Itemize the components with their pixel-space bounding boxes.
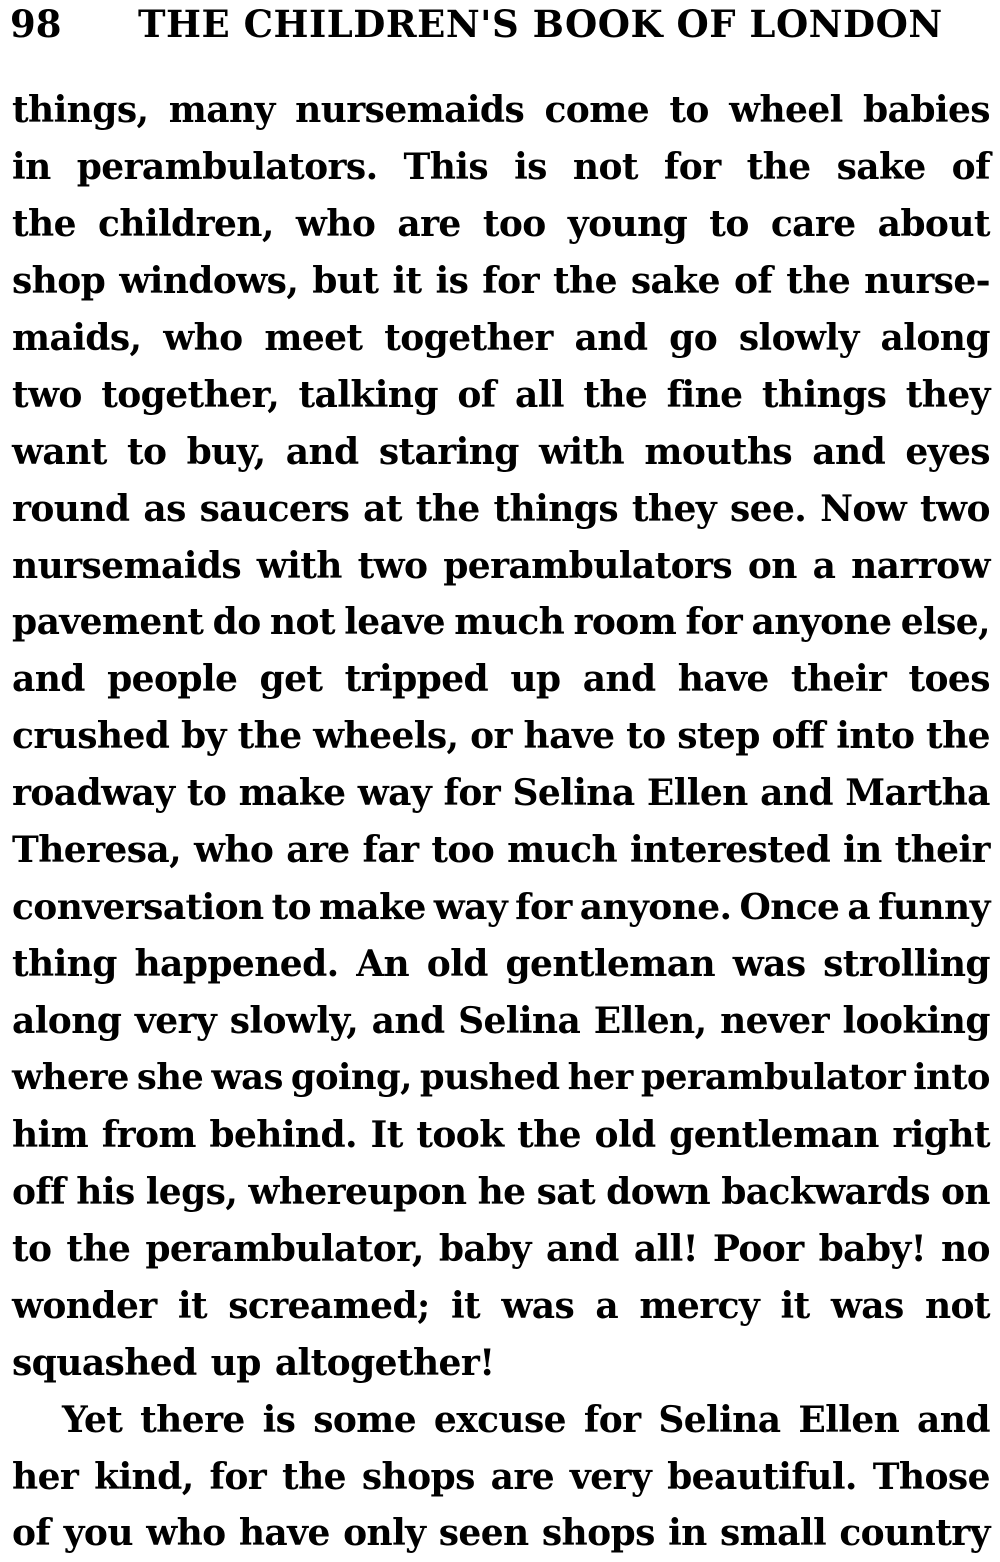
word: nurse- — [864, 259, 990, 302]
text-line — [12, 424, 990, 481]
word: conversation — [12, 886, 264, 929]
running-title: THE CHILDREN'S BOOK OF LONDON — [138, 2, 943, 46]
text-line — [12, 196, 990, 253]
word: all! — [633, 1227, 698, 1270]
word: at — [363, 487, 402, 530]
word: gentleman — [505, 943, 716, 986]
text-line — [12, 82, 990, 139]
word: and — [582, 658, 656, 701]
word: Selina — [458, 1000, 581, 1042]
word: to — [626, 715, 666, 758]
word: Martha — [845, 772, 990, 815]
text-line — [12, 481, 990, 538]
word: the — [746, 145, 811, 188]
word: nursemaids — [12, 544, 242, 587]
word: thing — [12, 943, 117, 986]
word: to — [669, 89, 709, 131]
word: into — [913, 1056, 990, 1098]
text-line — [12, 708, 990, 765]
word: their — [894, 829, 990, 872]
word: way — [357, 772, 432, 815]
word: come — [544, 89, 650, 131]
word: is — [514, 145, 547, 188]
word: who — [163, 316, 243, 359]
text-line — [12, 936, 990, 993]
text-line — [12, 367, 990, 424]
word: care — [770, 202, 856, 245]
word: and — [545, 1227, 619, 1270]
running-head — [10, 2, 990, 46]
word: many — [168, 89, 275, 131]
word: do — [212, 601, 261, 644]
word: roadway — [12, 772, 175, 815]
word: tripped — [344, 658, 489, 701]
word: as — [143, 487, 186, 530]
word: people — [107, 658, 238, 701]
text-line — [12, 1164, 990, 1221]
word: for — [583, 1398, 641, 1441]
word: for — [663, 145, 721, 188]
word: much — [507, 829, 618, 872]
word: talking — [298, 373, 438, 416]
word: Ellen, — [593, 1000, 707, 1042]
word: sat — [536, 1170, 596, 1213]
word: have — [523, 715, 615, 758]
word: fine — [666, 373, 743, 416]
word: the — [237, 715, 302, 758]
text-line — [12, 1278, 990, 1335]
word: step — [677, 715, 760, 758]
word: who — [295, 202, 376, 245]
word: want — [12, 430, 107, 473]
word: make — [318, 886, 426, 929]
word: with — [256, 544, 342, 587]
word: crushed — [12, 715, 170, 758]
word: go — [669, 316, 718, 359]
page-number: 98 — [10, 2, 62, 46]
word: there — [140, 1398, 245, 1441]
word: Selina — [658, 1398, 781, 1441]
word: squashed — [12, 1341, 197, 1384]
word: along — [12, 1000, 122, 1042]
word: get — [259, 658, 323, 701]
word: backwards — [721, 1170, 930, 1213]
word: Yet — [62, 1398, 123, 1441]
word: and — [760, 772, 833, 815]
word: her — [12, 1455, 79, 1498]
word: perambulator — [640, 1056, 906, 1098]
word: things — [493, 487, 619, 530]
text-line — [12, 651, 990, 708]
word: Ellen — [798, 1398, 900, 1441]
word: Ellen — [646, 772, 748, 815]
word: only — [343, 1512, 426, 1555]
word: for — [209, 1455, 267, 1498]
word: on — [747, 544, 797, 587]
word: perambulator, — [145, 1227, 424, 1270]
word: legs, — [145, 1170, 238, 1213]
word: on — [941, 1170, 990, 1213]
word: a — [812, 544, 836, 587]
word: of — [733, 259, 773, 302]
word: gentleman — [669, 1113, 879, 1156]
text-line — [12, 1392, 990, 1449]
word: behind. — [209, 1113, 357, 1156]
word: into — [836, 715, 915, 758]
word: eyes — [905, 430, 990, 473]
text-line — [12, 1505, 990, 1562]
word: the — [786, 259, 851, 302]
word: and — [285, 430, 359, 473]
word: two — [357, 544, 428, 587]
word: buy, — [186, 430, 266, 473]
word: It — [370, 1113, 403, 1156]
text-line — [12, 879, 990, 936]
word: much — [454, 601, 565, 644]
word: and — [12, 658, 85, 701]
word: wheels, — [313, 715, 459, 758]
word: babies — [863, 89, 990, 131]
word: in — [668, 1512, 707, 1555]
word: are — [397, 202, 461, 245]
word: altogether! — [274, 1341, 495, 1384]
word: looking — [842, 1000, 990, 1042]
word: was — [830, 1284, 904, 1327]
word: to — [271, 886, 311, 929]
text-line — [12, 310, 990, 367]
word: off — [12, 1170, 66, 1213]
word: very — [569, 1455, 652, 1498]
word: it — [177, 1284, 207, 1327]
word: no — [940, 1227, 990, 1270]
word: maids, — [12, 316, 142, 359]
word: wonder — [12, 1284, 157, 1327]
word: baby! — [818, 1227, 926, 1270]
word: the — [926, 715, 990, 758]
word: the — [583, 373, 648, 416]
word: along — [880, 316, 990, 359]
word: not — [572, 145, 638, 188]
word: to — [126, 430, 167, 473]
word: wheel — [729, 89, 843, 131]
word: staring — [378, 430, 519, 473]
text-line — [12, 1107, 990, 1164]
word: for — [443, 772, 501, 815]
word: was — [732, 943, 806, 986]
word: down — [606, 1170, 711, 1213]
word: meet — [264, 316, 363, 359]
word: the — [552, 259, 617, 302]
text-line — [12, 1449, 990, 1506]
word: took — [416, 1113, 504, 1156]
word: to — [186, 772, 227, 815]
word: way — [433, 886, 508, 929]
word: the — [282, 1455, 346, 1498]
word: baby — [438, 1227, 532, 1270]
word: who — [193, 829, 274, 872]
word: Theresa, — [12, 829, 182, 872]
word: old — [594, 1113, 656, 1156]
word: to — [709, 202, 749, 245]
word: going, — [290, 1056, 412, 1098]
word: shop — [12, 259, 106, 302]
word: too — [431, 829, 495, 872]
word: very — [134, 1000, 217, 1042]
word: Poor — [712, 1227, 804, 1270]
word: up — [210, 1341, 261, 1384]
word: excuse — [433, 1398, 566, 1441]
word: she — [136, 1056, 204, 1098]
word: beautiful. — [667, 1455, 857, 1498]
word: slowly — [738, 316, 859, 359]
word: too — [482, 202, 546, 245]
text-line — [12, 1221, 990, 1278]
body-text — [12, 82, 990, 1562]
word: country — [839, 1512, 990, 1555]
word: right — [892, 1113, 990, 1156]
text-line — [12, 765, 990, 822]
word: it — [450, 1284, 481, 1327]
word: the — [66, 1227, 131, 1270]
word: things, — [12, 89, 149, 131]
word: the — [517, 1113, 581, 1156]
word: are — [286, 829, 350, 872]
word: shops — [541, 1512, 655, 1555]
word: in — [12, 145, 51, 188]
word: An — [356, 943, 410, 986]
word: far — [362, 829, 419, 872]
word: and — [812, 430, 886, 473]
word: and — [574, 316, 648, 359]
word: funny — [878, 886, 990, 929]
word: make — [238, 772, 346, 815]
word: perambulators — [443, 544, 733, 587]
word: pushed — [419, 1056, 560, 1098]
text-line — [12, 594, 990, 651]
word: slowly, — [229, 1000, 359, 1042]
word: their — [790, 658, 887, 701]
word: where — [12, 1056, 129, 1098]
word: not — [269, 601, 335, 644]
word: up — [510, 658, 561, 701]
word: nursemaids — [295, 89, 525, 131]
word: whereupon — [248, 1170, 467, 1213]
word: small — [720, 1512, 827, 1555]
word: and — [371, 1000, 445, 1042]
word: they — [905, 373, 990, 416]
word: children, — [98, 202, 274, 245]
word: Now — [820, 487, 907, 530]
word: a — [847, 886, 871, 929]
word: is — [262, 1398, 296, 1441]
word: not — [924, 1284, 990, 1327]
word: you — [63, 1512, 133, 1555]
word: Those — [872, 1455, 990, 1498]
word: two — [12, 373, 82, 416]
word: but — [312, 259, 379, 302]
word: some — [313, 1398, 417, 1441]
word: anyone — [751, 601, 892, 644]
word: round — [12, 487, 130, 530]
word: old — [426, 943, 488, 986]
word: sake — [836, 145, 926, 188]
word: he — [477, 1170, 526, 1213]
word: who — [146, 1512, 226, 1555]
text-line — [12, 993, 990, 1050]
word: Once — [739, 886, 840, 929]
word: toes — [908, 658, 990, 701]
word: narrow — [851, 544, 990, 587]
word: perambulators. — [76, 145, 378, 188]
word: sake — [630, 259, 720, 302]
text-line — [12, 822, 990, 879]
word: her — [567, 1056, 633, 1098]
word: see. — [729, 487, 807, 530]
word: leave — [344, 601, 445, 644]
word: by — [181, 715, 226, 758]
word: things — [761, 373, 887, 416]
text-line — [12, 538, 990, 595]
word: saucers — [199, 487, 350, 530]
word: his — [76, 1170, 135, 1213]
word: together — [384, 316, 553, 359]
word: it — [780, 1284, 810, 1327]
word: off — [771, 715, 825, 758]
word: from — [101, 1113, 196, 1156]
word: screamed; — [228, 1284, 430, 1327]
word: of — [951, 145, 990, 188]
word: have — [238, 1512, 330, 1555]
word: and — [917, 1398, 990, 1441]
word: never — [720, 1000, 829, 1042]
text-line — [12, 1050, 990, 1107]
word: they — [631, 487, 717, 530]
word: seen — [438, 1512, 529, 1555]
word: was — [501, 1284, 575, 1327]
word: Selina — [512, 772, 635, 815]
word: is — [435, 259, 469, 302]
word: about — [877, 202, 990, 245]
word: it — [392, 259, 422, 302]
word: for — [515, 886, 572, 929]
word: are — [490, 1455, 555, 1498]
text-line — [12, 253, 990, 310]
word: two — [920, 487, 990, 530]
word: of — [457, 373, 496, 416]
word: interested — [629, 829, 831, 872]
text-line — [12, 139, 990, 196]
text-line — [12, 1335, 990, 1392]
word: was — [211, 1056, 283, 1098]
word: windows, — [119, 259, 299, 302]
word: in — [843, 829, 882, 872]
word: have — [677, 658, 769, 701]
word: else, — [900, 601, 990, 644]
word: room — [573, 601, 677, 644]
word: a — [595, 1284, 619, 1327]
word: kind, — [94, 1455, 194, 1498]
word: happened. — [134, 943, 339, 986]
word: together, — [101, 373, 280, 416]
word: pavement — [12, 601, 204, 644]
word: for — [685, 601, 743, 644]
word: with — [539, 430, 625, 473]
word: the — [12, 202, 76, 245]
word: to — [12, 1227, 52, 1270]
word: of — [12, 1512, 51, 1555]
word: or — [470, 715, 512, 758]
word: the — [415, 487, 480, 530]
word: anyone. — [579, 886, 732, 929]
word: strolling — [823, 943, 990, 986]
word: This — [403, 145, 489, 188]
word: all — [515, 373, 564, 416]
word: young — [567, 202, 688, 245]
word: for — [482, 259, 539, 302]
word: mercy — [639, 1284, 760, 1327]
word: him — [12, 1113, 89, 1156]
word: mouths — [644, 430, 793, 473]
word: shops — [361, 1455, 475, 1498]
